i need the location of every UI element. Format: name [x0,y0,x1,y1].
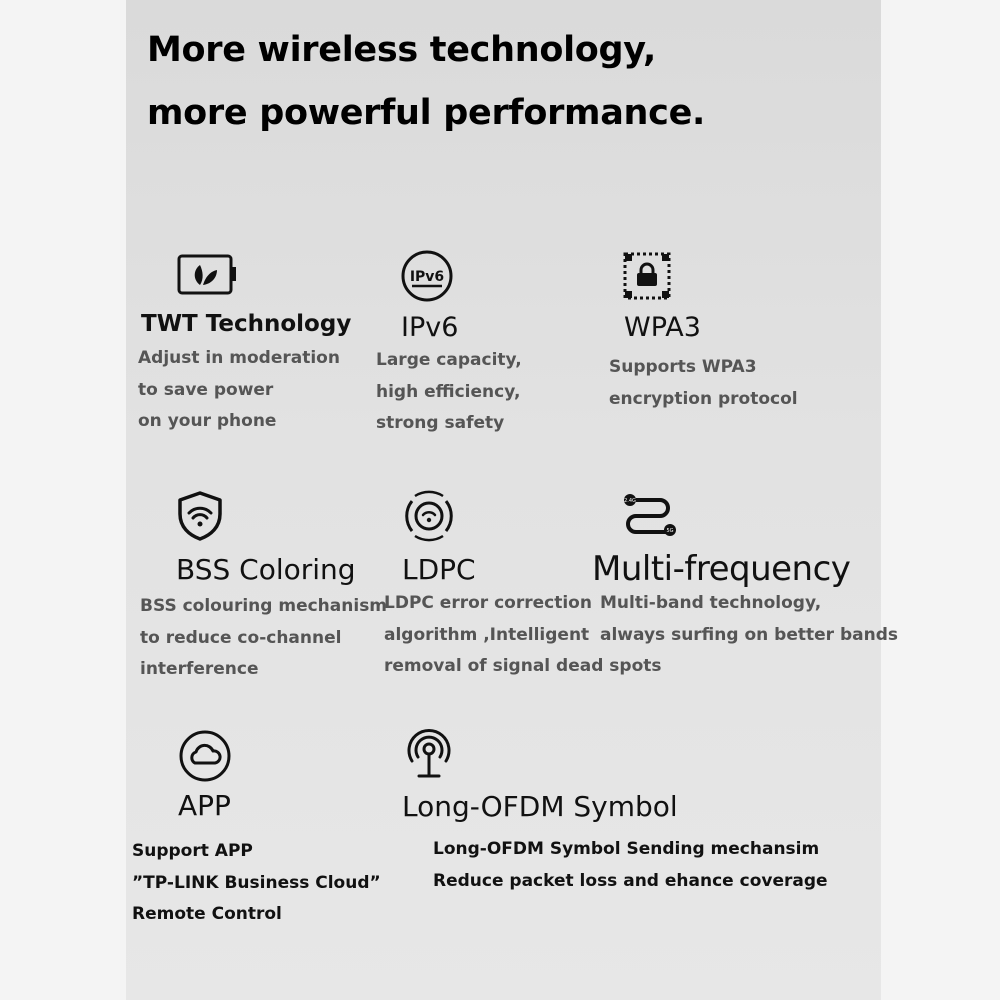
ofdm-desc-line: Long-OFDM Symbol Sending mechansim [433,839,820,859]
cloud-icon [178,729,232,783]
ipv6-desc-line: Large capacity, [376,350,522,370]
app-description [132,836,381,931]
ipv6-desc-line: strong safety [376,413,505,433]
twt-description [138,343,340,438]
twt-desc-line: to save power [138,379,274,400]
bss-desc-line: to reduce co-channel [140,627,342,648]
multi-desc-line: Multi-band technology, [600,593,822,613]
ipv6-description [376,345,522,440]
ipv6-title: IPv6 [401,312,459,343]
band-label-2g: 2.4G [624,498,636,504]
wpa3-title: WPA3 [624,312,701,343]
ofdm-title: Long-OFDM Symbol [402,790,678,823]
ipv6-icon-text: IPv6 [409,269,445,285]
ofdm-desc-line: Reduce packet loss and ehance coverage [433,870,828,891]
antenna-icon [402,727,456,781]
band-switch-icon [620,490,680,540]
wpa3-description [609,352,798,415]
ldpc-desc-line: LDPC error correction [384,593,592,613]
app-desc-line: ”TP-LINK Business Cloud” [132,872,381,893]
bss-description [140,591,387,686]
bss-desc-line: interference [140,659,259,679]
app-desc-line: Support APP [132,841,253,861]
signal-rings-icon [402,489,456,543]
ofdm-description [433,834,828,897]
ipv6-icon [400,249,454,303]
battery-leaf-icon [176,253,238,297]
twt-desc-line: on your phone [138,411,277,431]
shield-wifi-icon [176,490,224,542]
multi-description [600,588,898,651]
multi-title: Multi-frequency [592,549,851,589]
twt-title: TWT Technology [141,311,352,337]
multi-desc-line: always surfing on better bands [600,624,898,645]
app-desc-line: Remote Control [132,904,282,924]
bss-title: BSS Coloring [176,553,356,586]
ldpc-title: LDPC [402,553,476,586]
ldpc-desc-line: removal of signal dead spots [384,656,662,676]
ldpc-desc-line: algorithm ,Intelligent [384,624,590,645]
bss-desc-line: BSS colouring mechanism [140,596,388,616]
wpa3-desc-line: encryption protocol [609,388,798,409]
app-title: APP [178,789,231,822]
band-label-5g: 5G [666,528,674,534]
headline-line-1: More wireless technology, [147,30,657,70]
ipv6-desc-line: high efficiency, [376,381,521,402]
wpa3-desc-line: Supports WPA3 [609,357,757,377]
twt-desc-line: Adjust in moderation [138,348,340,368]
lock-icon [622,251,672,301]
headline-line-2: more powerful performance. [147,93,706,133]
